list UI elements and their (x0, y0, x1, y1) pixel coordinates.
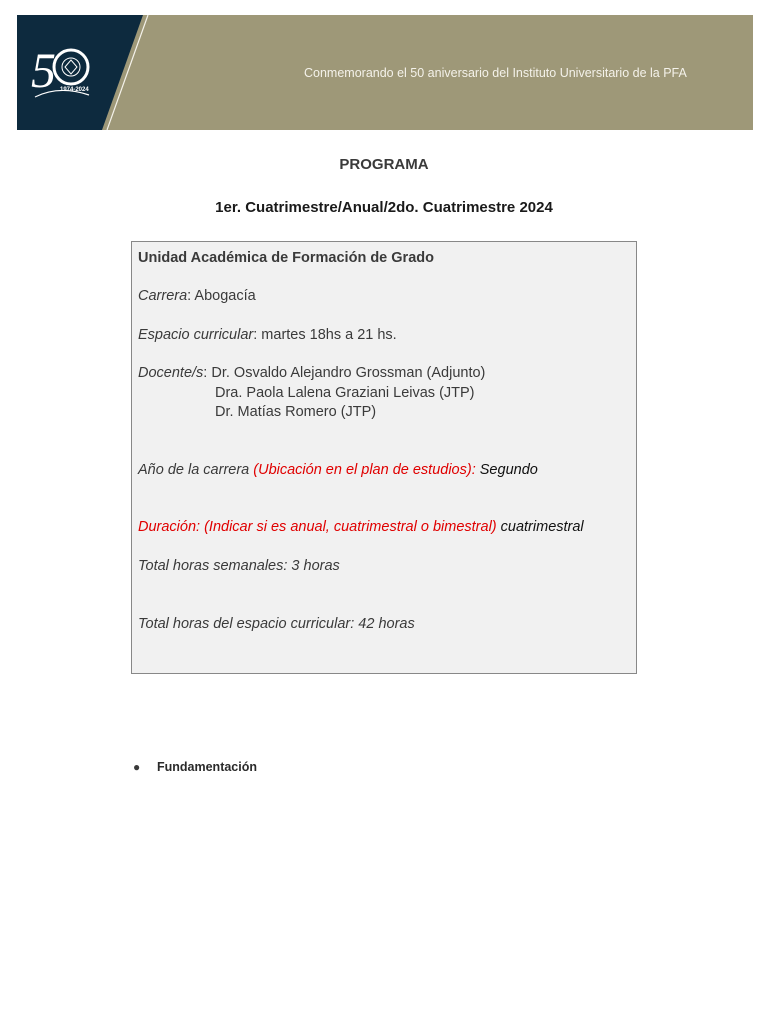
page-title: PROGRAMA (339, 156, 429, 173)
anio-line (138, 462, 538, 478)
anio-value: Segundo (479, 462, 538, 478)
carrera-value: : Abogacía (187, 288, 256, 304)
duracion-value: cuatrimestral (496, 519, 584, 535)
course-info-box (131, 241, 637, 674)
anio-hint: (Ubicación en el plan de estudios) (253, 462, 472, 478)
docentes-line (138, 365, 485, 381)
docente-2: Dra. Paola Lalena Graziani Leivas (JTP) (215, 385, 475, 401)
page-subtitle: 1er. Cuatrimestre/Anual/2do. Cuatrimestre 2024 (215, 199, 553, 216)
bullet-icon: ● (133, 760, 141, 774)
anio-label: Año de la carrera (138, 462, 254, 478)
carrera-label: Carrera (138, 288, 188, 304)
duracion-label: Duración: (138, 519, 205, 535)
docente-3: Dr. Matías Romero (JTP) (215, 404, 377, 420)
duracion-hint: (Indicar si es anual, cuatrimestral o bimestral) (204, 519, 497, 535)
duracion-line (138, 519, 584, 535)
banner-caption: Conmemorando el 50 aniversario del Instituto Universitario de la PFA (304, 66, 687, 80)
logo-years: 1974-2024 (60, 87, 89, 93)
espacio-value: : martes 18hs a 21 hs. (253, 327, 397, 343)
carrera-line (138, 288, 256, 304)
anio-colon: : (471, 462, 480, 478)
academic-unit: Unidad Académica de Formación de Grado (138, 250, 434, 266)
espacio-label: Espacio curricular (138, 327, 254, 343)
header-banner (17, 15, 753, 130)
section-fundamentacion: Fundamentación (157, 760, 258, 774)
docentes-label: Docente/s (138, 365, 204, 381)
docente-1: : Dr. Osvaldo Alejandro Grossman (Adjunto) (203, 365, 486, 381)
anniversary-50-logo (29, 37, 129, 105)
svg-text:5: 5 (31, 42, 56, 98)
horas-semanales: Total horas semanales: 3 horas (138, 558, 340, 574)
espacio-line (138, 327, 397, 343)
horas-totales: Total horas del espacio curricular: 42 horas (138, 616, 415, 632)
